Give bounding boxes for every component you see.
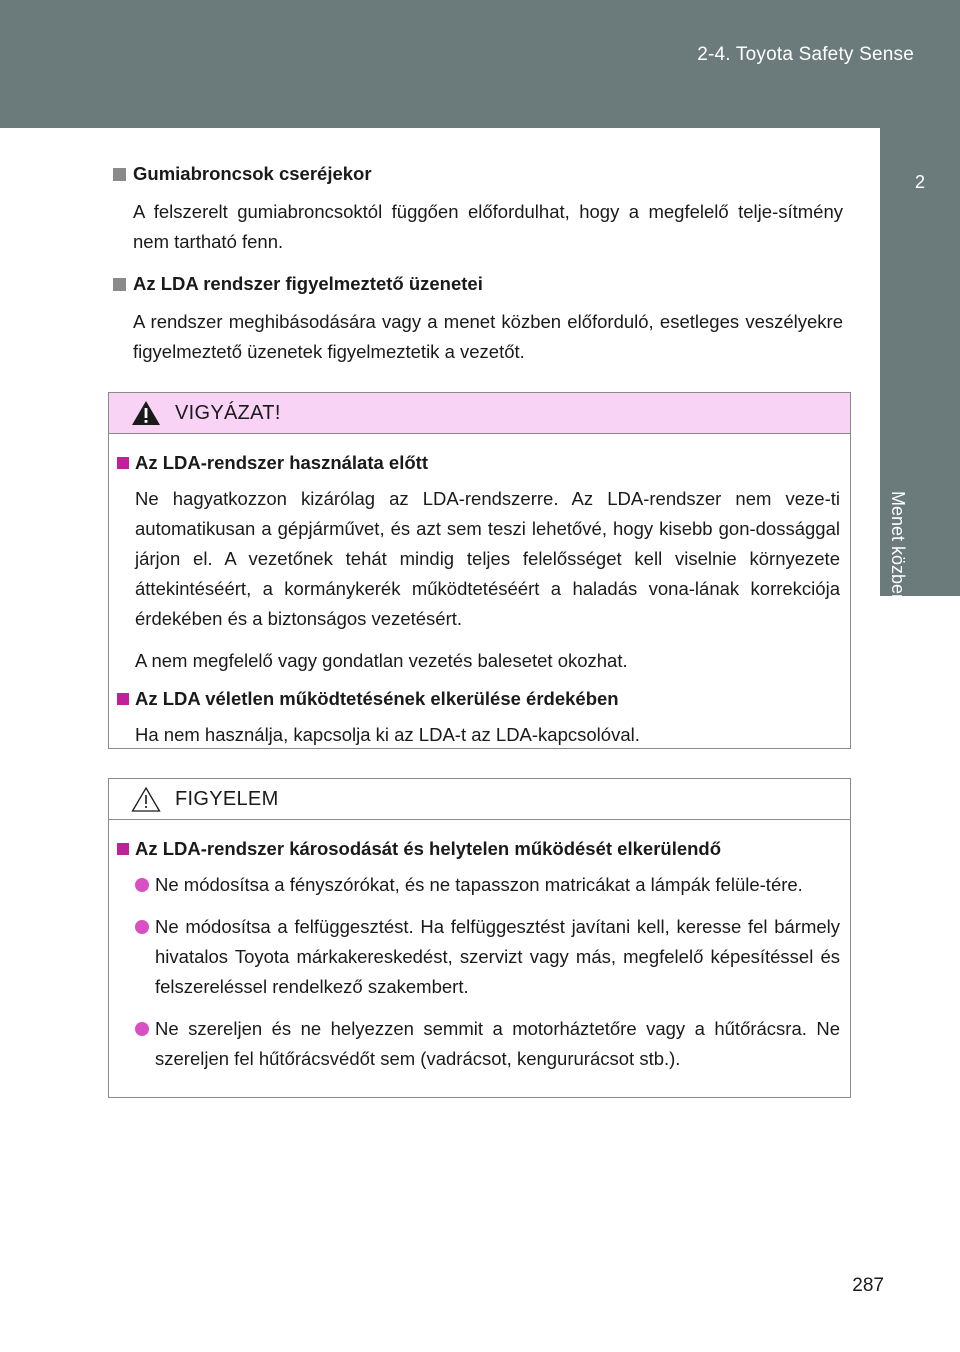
list-item: Ne módosítsa a fényszórókat, és ne tapasszon matricákat a lámpák felüle-tére. [155,870,840,900]
notice-header [109,779,850,820]
notice-title: FIGYELEM [175,787,279,810]
caution-box [108,392,851,749]
caution-section-heading: Az LDA-rendszer használata előtt [117,452,850,474]
caution-paragraph: A nem megfelelő vagy gondatlan vezetés balesetet okozhat. [135,650,628,671]
caution-header [109,393,850,434]
notice-list [109,870,850,1074]
section-title: 2-4. Toyota Safety Sense [697,44,914,65]
list-item: Ne szereljen és ne helyezzen semmit a motorháztetőre vagy a hűtőrácsra. Ne szereljen fel hűtőrácsvédőt sem (vadrácsot, kengururácsot stb.). [155,1014,840,1074]
section-heading: Gumiabroncsok cseréjekor [113,163,843,185]
chapter-label: Menet közben [888,491,908,605]
notice-section-heading: Az LDA-rendszer károsodását és helytelen működését elkerülendő [117,838,850,860]
warning-triangle-outline-icon [131,786,161,812]
circle-bullet-icon [135,920,149,934]
caution-paragraph: Ne hagyatkozzon kizárólag az LDA-rendszerre. Az LDA-rendszer nem veze-ti automatikusan a gépjárművet, és azt sem teszi lehetővé, hogy kisebb gon-dossággal járjon el. A vezetőnek tehát mindig teljes felelősséget kell viselnie környezete áttekintéséért, a kormánykerék működtetéséért a haladás vona-lának korrekciója érdekében és a biztonságos vezetésért. [135,488,840,629]
circle-bullet-icon [135,1022,149,1036]
square-bullet-icon [117,457,129,469]
caution-section-heading: Az LDA véletlen működtetésének elkerülése érdekében [117,688,850,710]
page-header [0,0,960,128]
section-text: A felszerelt gumiabroncsoktól függően előfordulhat, hogy a megfelelő telje-sítmény nem tartható fenn. [133,201,843,252]
caution-title: VIGYÁZAT! [175,401,281,424]
caution-paragraph: Ha nem használja, kapcsolja ki az LDA-t az LDA-kapcsolóval. [135,724,640,745]
main-content [113,163,843,383]
circle-bullet-icon [135,878,149,892]
warning-triangle-icon [131,400,161,426]
list-item: Ne módosítsa a felfüggesztést. Ha felfüggesztést javítani kell, keresse fel bármely hivatalos Toyota márkakereskedést, szervizt vagy más, megfelelő képesítéssel és felszereléssel rendelkező szakembert. [155,912,840,1002]
notice-box [108,778,851,1098]
chapter-tab [880,128,960,1163]
page-number: 287 [852,1275,884,1296]
section-text: A rendszer meghibásodására vagy a menet közben előforduló, esetleges veszélyekre figyelmeztető üzenetek figyelmeztetik a vezetőt. [133,311,843,362]
square-bullet-icon [117,843,129,855]
section-heading: Az LDA rendszer figyelmeztető üzenetei [113,273,843,295]
square-bullet-icon [113,168,126,181]
chapter-label-box [880,236,960,605]
square-bullet-icon [117,693,129,705]
chapter-number: 2 [880,128,960,236]
square-bullet-icon [113,278,126,291]
